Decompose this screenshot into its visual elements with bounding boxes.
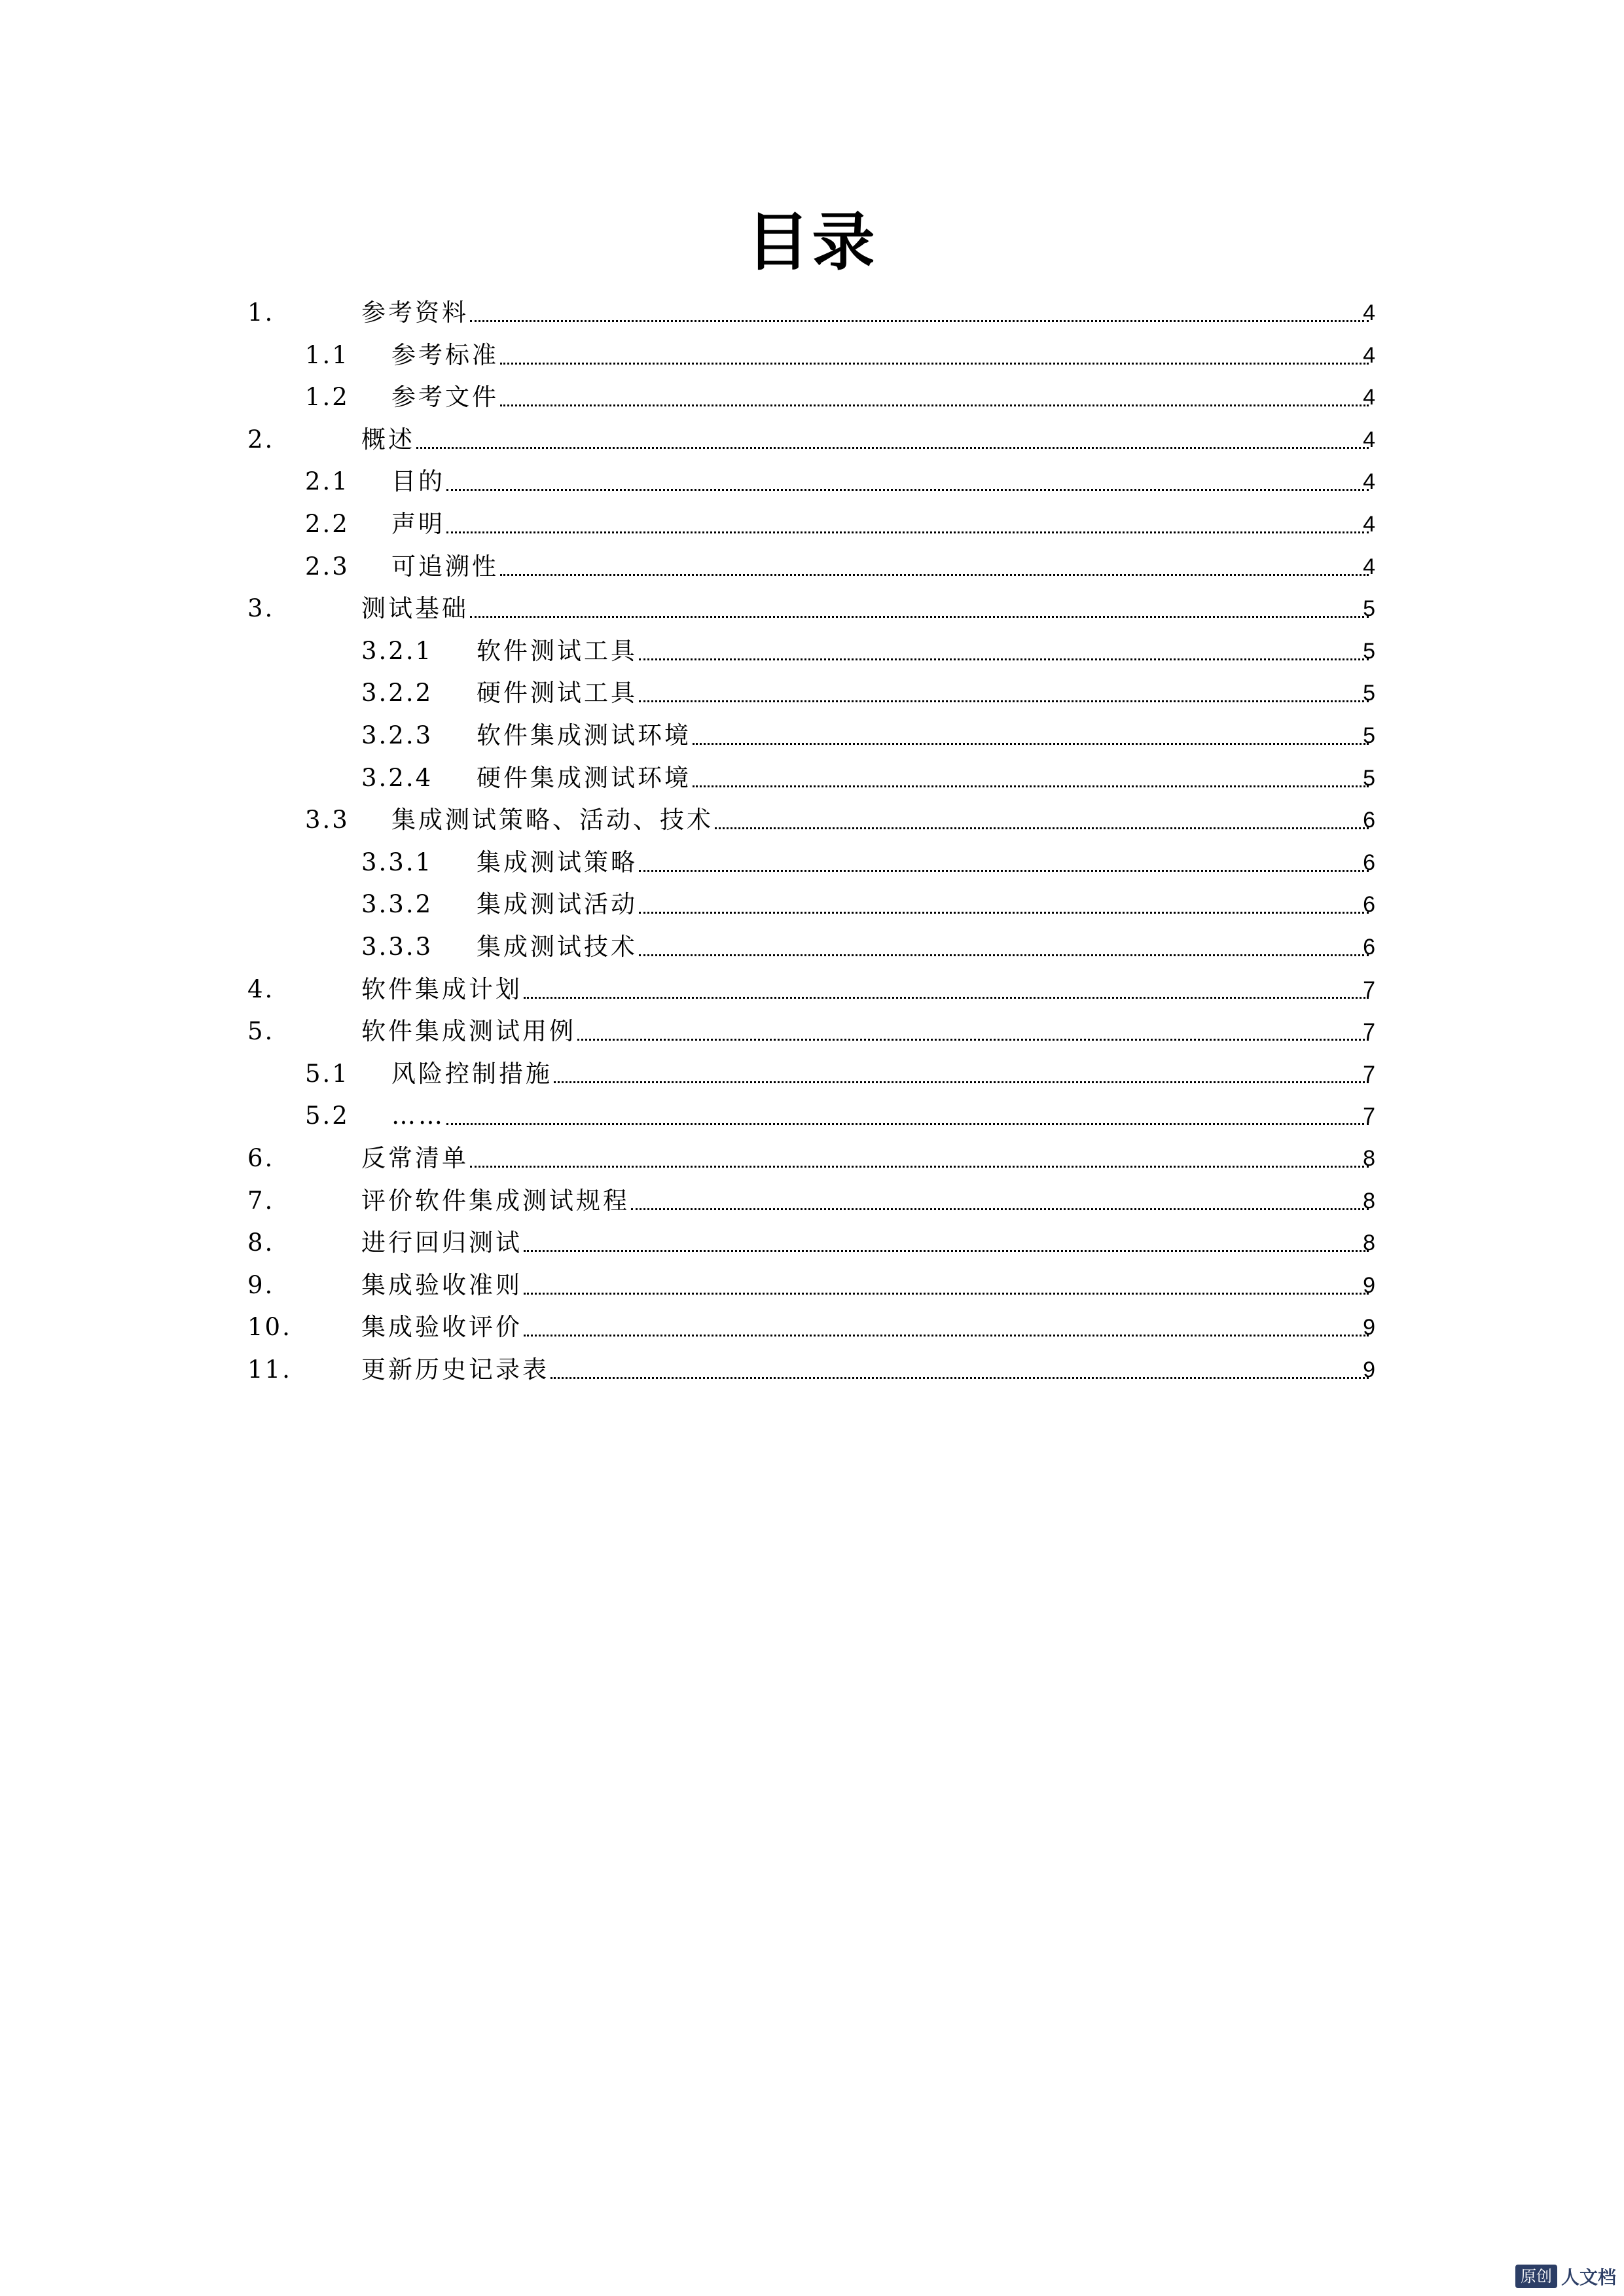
toc-entry[interactable] (0, 969, 1624, 1011)
toc-dot-leader (639, 700, 1369, 702)
toc-entry-label: 软件集成测试环境 (477, 715, 693, 757)
toc-dot-leader (554, 1081, 1369, 1083)
toc-entry-page: 8 (1363, 1230, 1375, 1256)
toc-dot-leader (639, 869, 1369, 872)
toc-entry-leader (477, 757, 1369, 799)
toc-dot-leader (639, 911, 1369, 914)
watermark (1515, 2263, 1616, 2289)
toc-entry[interactable] (0, 461, 1624, 503)
toc-entry[interactable] (0, 588, 1624, 630)
toc-entry-page: 6 (1363, 935, 1375, 960)
toc-entry[interactable] (0, 842, 1624, 884)
toc-entry[interactable] (0, 799, 1624, 841)
toc-entry-number: 4. (247, 975, 275, 1003)
toc-entry-label: …… (391, 1095, 446, 1137)
watermark-badge: 原创 (1515, 2265, 1557, 2288)
toc-entry-leader (391, 503, 1369, 545)
toc-dot-leader (577, 1038, 1369, 1041)
toc-entry-page: 5 (1363, 638, 1375, 664)
toc-entry-number: 3.2.3 (361, 721, 433, 749)
toc-entry-leader (361, 1180, 1369, 1222)
toc-entry-page: 7 (1363, 1061, 1375, 1086)
toc-entry-number: 3.3.2 (361, 890, 433, 919)
toc-dot-leader (500, 573, 1369, 576)
toc-entry-leader (361, 588, 1369, 630)
toc-entry-label: 风险控制措施 (391, 1053, 554, 1095)
toc-entry[interactable] (0, 715, 1624, 757)
toc-dot-leader (639, 658, 1369, 660)
toc-entry-label: 目的 (391, 461, 446, 503)
toc-entry-leader (361, 1222, 1369, 1264)
toc-entry-page: 5 (1363, 723, 1375, 748)
toc-entry-label: 概述 (361, 419, 416, 461)
toc-entry-number: 5.2 (305, 1102, 350, 1130)
toc-dot-leader (639, 954, 1369, 956)
toc-dot-leader (500, 362, 1369, 365)
toc-entry-page: 7 (1363, 977, 1375, 1002)
toc-entry-page: 9 (1363, 1272, 1375, 1298)
toc-entry-page: 6 (1363, 808, 1375, 833)
toc-entry-label: 集成测试策略、活动、技术 (391, 799, 715, 841)
toc-entry-leader (477, 630, 1369, 672)
toc-entry-number: 3.3 (305, 806, 350, 834)
toc-entry-leader (391, 799, 1369, 841)
toc-entry[interactable] (0, 1095, 1624, 1137)
toc-entry-label: 测试基础 (361, 588, 470, 630)
toc-entry-leader (391, 334, 1369, 376)
toc-entry-number: 3.2.4 (361, 763, 433, 792)
toc-entry-number: 3.3.3 (361, 933, 433, 961)
toc-entry-label: 声明 (391, 503, 446, 545)
toc-entry-leader (477, 715, 1369, 757)
toc-entry-page: 5 (1363, 596, 1375, 622)
toc-entry-leader (391, 461, 1369, 503)
toc-entry[interactable] (0, 672, 1624, 714)
toc-entry-page: 4 (1363, 512, 1375, 537)
toc-entry-leader (361, 1306, 1369, 1348)
toc-entry-page: 9 (1363, 1315, 1375, 1340)
toc-dot-leader (470, 615, 1369, 618)
toc-entry[interactable] (0, 419, 1624, 461)
toc-dot-leader (693, 785, 1369, 787)
toc-entry-label: 更新历史记录表 (361, 1349, 550, 1391)
toc-entry-label: 集成验收评价 (361, 1306, 524, 1348)
toc-entry-number: 3.3.1 (361, 848, 433, 876)
toc-entry[interactable] (0, 1180, 1624, 1222)
toc-entry-number: 1. (247, 298, 275, 327)
toc-entry-label: 硬件集成测试环境 (477, 757, 693, 799)
toc-entry-label: 集成测试活动 (477, 884, 639, 925)
toc-entry-page: 4 (1363, 427, 1375, 452)
toc-entry-label: 参考资料 (361, 292, 470, 334)
toc-entry-page: 4 (1363, 342, 1375, 368)
toc-entry-label: 评价软件集成测试规程 (361, 1180, 631, 1222)
toc-entry-label: 进行回归测试 (361, 1222, 524, 1264)
toc-entry-label: 可追溯性 (391, 546, 500, 588)
toc-entry-leader (361, 1349, 1369, 1391)
toc-entry-number: 3.2.1 (361, 636, 433, 665)
toc-entry-number: 8. (247, 1229, 275, 1257)
toc-entry-number: 5.1 (305, 1059, 350, 1088)
toc-entry-number: 6. (247, 1144, 275, 1172)
toc-entry[interactable] (0, 1265, 1624, 1306)
toc-dot-leader (416, 446, 1369, 449)
toc-entry-page: 5 (1363, 765, 1375, 791)
toc-entry[interactable] (0, 884, 1624, 925)
toc-entry-label: 硬件测试工具 (477, 672, 639, 714)
toc-entry-leader (361, 969, 1369, 1011)
toc-dot-leader (631, 1208, 1369, 1210)
toc-entry-page: 4 (1363, 554, 1375, 579)
toc-entry-leader (391, 1053, 1369, 1095)
toc-entry-number: 1.1 (305, 340, 350, 369)
toc-entry-number: 2.2 (305, 510, 350, 538)
toc-dot-leader (693, 742, 1369, 745)
toc-entry[interactable] (0, 334, 1624, 376)
toc-entry-page: 7 (1363, 1019, 1375, 1045)
toc-entry-leader (477, 884, 1369, 925)
toc-entry-number: 2. (247, 425, 275, 454)
toc-entry-leader (391, 1095, 1369, 1137)
toc-entry-label: 集成测试策略 (477, 842, 639, 884)
toc-entry[interactable] (0, 1222, 1624, 1264)
toc-entry[interactable] (0, 1349, 1624, 1391)
toc-dot-leader (446, 488, 1369, 491)
toc-entry-number: 3. (247, 594, 275, 623)
toc-entry-label: 软件测试工具 (477, 630, 639, 672)
toc-entry-leader (361, 1265, 1369, 1306)
toc-dot-leader (524, 1249, 1369, 1252)
toc-entry-page: 4 (1363, 469, 1375, 495)
toc-entry-label: 参考文件 (391, 376, 500, 418)
toc-entry[interactable] (0, 926, 1624, 968)
toc-entry[interactable] (0, 757, 1624, 799)
toc-entry-page: 4 (1363, 385, 1375, 410)
toc-entry[interactable] (0, 1306, 1624, 1348)
toc-entry-page: 8 (1363, 1188, 1375, 1213)
toc-entry-label: 软件集成计划 (361, 969, 524, 1011)
toc-entry[interactable] (0, 546, 1624, 588)
toc-dot-leader (470, 1165, 1369, 1168)
toc-title: 目录 (746, 206, 878, 279)
toc-entry[interactable] (0, 376, 1624, 418)
toc-entry-page: 4 (1363, 300, 1375, 325)
toc-entry-number: 3.2.2 (361, 679, 433, 708)
toc-entry-number: 2.3 (305, 552, 350, 581)
toc-entry-number: 7. (247, 1186, 275, 1215)
toc-entry-page: 5 (1363, 681, 1375, 706)
toc-entry-page: 9 (1363, 1357, 1375, 1382)
toc-dot-leader (715, 827, 1369, 829)
toc-entry-page: 6 (1363, 892, 1375, 918)
toc-entry-page: 8 (1363, 1146, 1375, 1171)
toc-entry[interactable] (0, 1011, 1624, 1052)
toc-entry-leader (391, 376, 1369, 418)
toc-entry-page: 6 (1363, 850, 1375, 875)
toc-entry-number: 11. (247, 1355, 292, 1384)
watermark-text: 人文档 (1561, 2267, 1616, 2288)
toc-dot-leader (524, 1334, 1369, 1336)
toc-entry[interactable] (0, 503, 1624, 545)
toc-entry-leader (361, 419, 1369, 461)
toc-dot-leader (524, 996, 1369, 999)
toc-entry-label: 集成测试技术 (477, 926, 639, 968)
toc-entry-label: 集成验收准则 (361, 1265, 524, 1306)
toc-entry[interactable] (0, 292, 1624, 334)
toc-entry-label: 软件集成测试用例 (361, 1011, 577, 1052)
toc-dot-leader (446, 1122, 1369, 1125)
toc-entry-leader (477, 926, 1369, 968)
toc-entry[interactable] (0, 630, 1624, 672)
toc-entry-number: 2.1 (305, 467, 350, 496)
toc-entry-label: 反常清单 (361, 1138, 470, 1179)
toc-entry-leader (361, 1138, 1369, 1179)
toc-dot-leader (550, 1376, 1369, 1379)
toc-dot-leader (500, 404, 1369, 406)
toc-entry-leader (361, 292, 1369, 334)
toc-entry-leader (391, 546, 1369, 588)
toc-entry-leader (477, 672, 1369, 714)
toc-dot-leader (446, 531, 1369, 533)
toc-entry[interactable] (0, 1053, 1624, 1095)
toc-entry-number: 10. (247, 1313, 292, 1342)
toc-entry-number: 9. (247, 1270, 275, 1299)
toc-entry-label: 参考标准 (391, 334, 500, 376)
toc-entry-number: 1.2 (305, 383, 350, 412)
toc-dot-leader (470, 319, 1369, 322)
toc-entry-leader (361, 1011, 1369, 1052)
toc-entry[interactable] (0, 1138, 1624, 1179)
toc-entry-leader (477, 842, 1369, 884)
toc-entry-page: 7 (1363, 1103, 1375, 1129)
toc-dot-leader (524, 1292, 1369, 1295)
toc-entry-number: 5. (247, 1017, 275, 1046)
